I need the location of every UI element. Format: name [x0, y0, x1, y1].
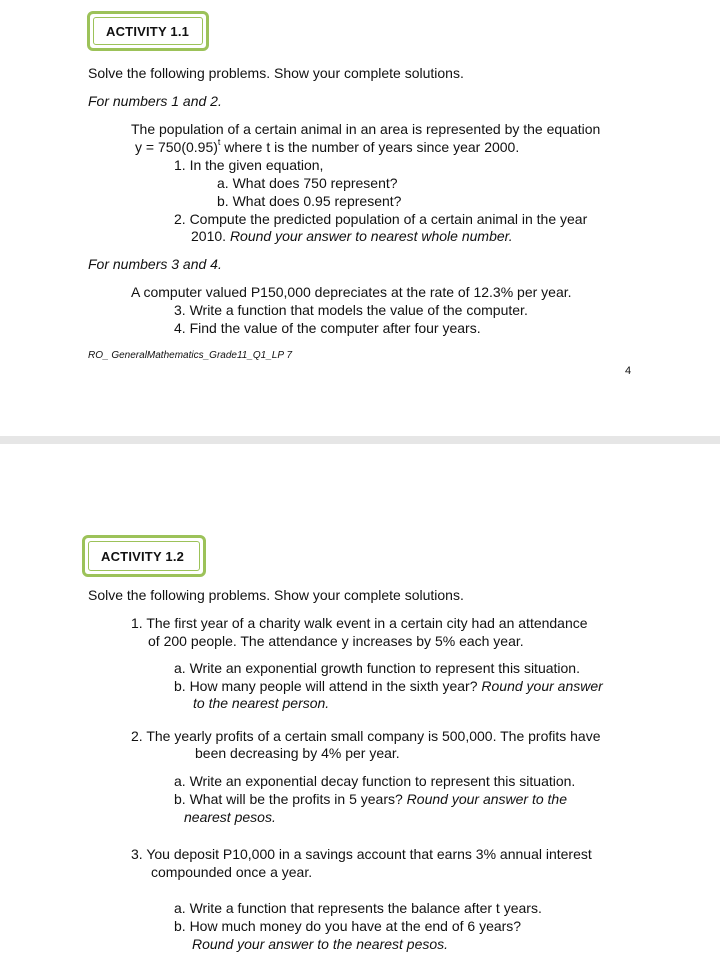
problem-3b-line-2: Round your answer to the nearest pesos. — [192, 936, 449, 952]
problem-1-line-1: 1. The first year of a charity walk event in a certain city had an attendance — [131, 615, 588, 631]
problem-1a: a. Write an exponential growth function to represent this situation. — [174, 660, 580, 676]
problem-2-line-2: been decreasing by 4% per year. — [195, 745, 400, 761]
problem-3a: a. Write a function that represents the balance after t years. — [174, 900, 542, 916]
problem-2b-question: b. What will be the profits in 5 years? — [174, 791, 407, 807]
equation-description: where t is the number of years since year 2000. — [220, 139, 520, 155]
problem-intro: The population of a certain animal in an area is represented by the equation — [131, 121, 601, 137]
problem-1b-line-2: to the nearest person. — [193, 695, 330, 711]
problem-3-line-1: 3. You deposit P10,000 in a savings account that earns 3% annual interest — [131, 846, 592, 862]
page-number: 4 — [625, 365, 632, 377]
question-2-line-2 — [191, 228, 513, 245]
group-label-3-4: For numbers 3 and 4. — [88, 256, 222, 272]
problem-1b-question: b. How many people will attend in the sixth year? — [174, 678, 482, 694]
instruction: Solve the following problems. Show your complete solutions. — [88, 587, 464, 603]
page-separator — [0, 436, 720, 444]
question-2-year: 2010. — [191, 228, 230, 244]
equation-exponent: t — [217, 137, 221, 148]
question-1b: b. What does 0.95 represent? — [217, 193, 402, 209]
problem-3b: b. How much money do you have at the end of 6 years? — [174, 918, 522, 934]
activity-1-2-box — [82, 535, 206, 577]
problem-3-line-2: compounded once a year. — [151, 864, 313, 880]
page-1 — [0, 0, 720, 436]
computer-intro: A computer valued P150,000 depreciates at the rate of 12.3% per year. — [131, 284, 572, 300]
question-3: 3. Write a function that models the value of the computer. — [174, 302, 528, 318]
question-2-line-1: 2. Compute the predicted population of a certain animal in the year — [174, 211, 588, 227]
problem-2-line-1: 2. The yearly profits of a certain small company is 500,000. The profits have — [131, 728, 601, 744]
problem-1-line-2: of 200 people. The attendance y increases by 5% each year. — [148, 633, 524, 649]
instruction: Solve the following problems. Show your complete solutions. — [88, 65, 464, 81]
problem-2b-line-2: nearest pesos. — [184, 809, 276, 825]
equation-line — [135, 139, 519, 156]
question-1: 1. In the given equation, — [174, 157, 324, 173]
question-2-rounding: Round your answer to nearest whole number. — [229, 228, 513, 244]
question-1a: a. What does 750 represent? — [217, 175, 398, 191]
equation: y = 750(0.95) — [135, 139, 218, 155]
problem-1b-rounding: Round your answer — [481, 678, 603, 694]
activity-1-1-box — [87, 11, 209, 51]
activity-title: ACTIVITY 1.1 — [106, 23, 190, 39]
problem-1b — [174, 678, 603, 695]
problem-2b-rounding: Round your answer to the — [406, 791, 567, 807]
page-footer: RO_ GeneralMathematics_Grade11_Q1_LP 7 — [88, 350, 292, 361]
problem-2a: a. Write an exponential decay function to represent this situation. — [174, 773, 576, 789]
question-4: 4. Find the value of the computer after four years. — [174, 320, 481, 336]
group-label-1-2: For numbers 1 and 2. — [88, 93, 222, 109]
activity-title: ACTIVITY 1.2 — [101, 548, 185, 564]
problem-2b — [174, 791, 567, 808]
page-2 — [0, 444, 720, 969]
